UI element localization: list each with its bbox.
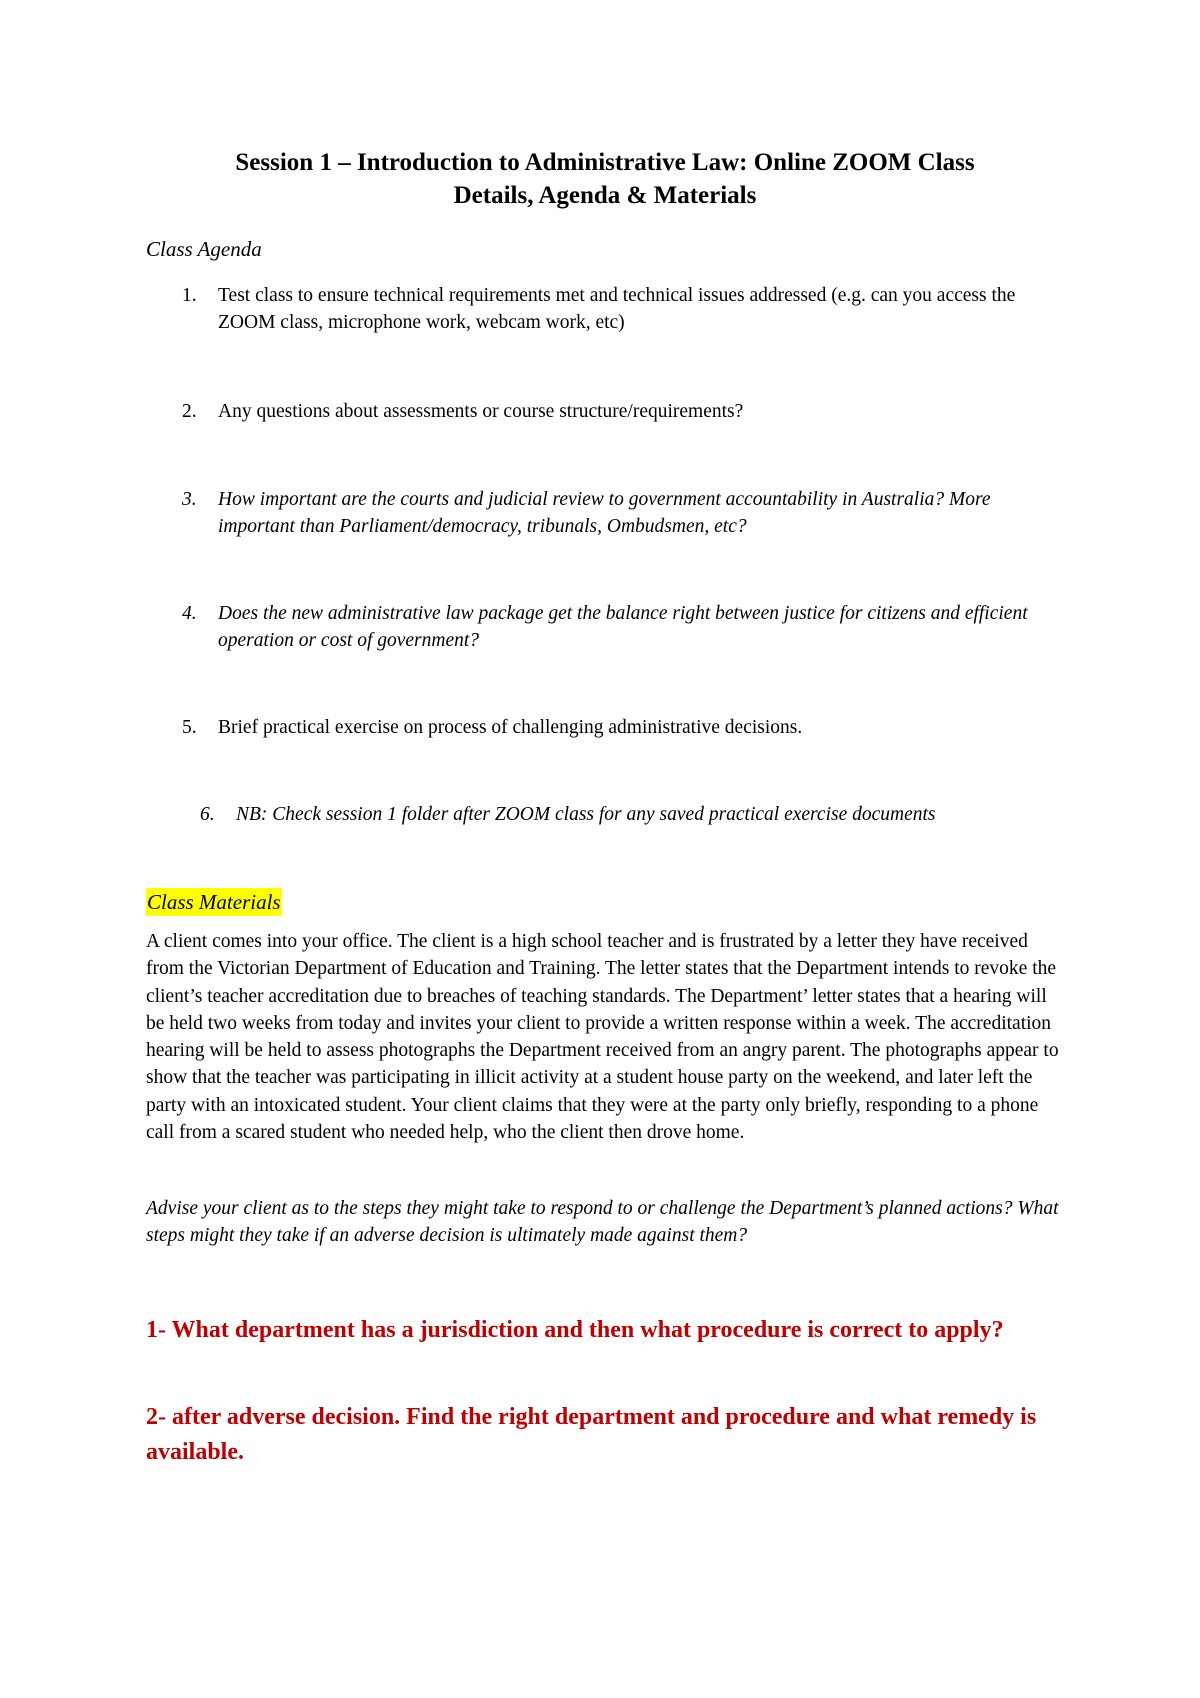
agenda-item-text: Test class to ensure technical requirements met and technical issues addressed (e.g. can you access the ZOOM class, microphone work, webcam work, etc) — [218, 285, 1016, 333]
agenda-item-4 — [182, 600, 1062, 654]
agenda-item-5 — [182, 714, 1062, 741]
agenda-item-text: How important are the courts and judicial review to government accountability in Australia? More important than Parliament/democracy, tribunals, Ombudsmen, etc? — [218, 489, 991, 537]
agenda-item-text: Any questions about assessments or course structure/requirements? — [218, 401, 744, 422]
agenda-item-text: NB: Check session 1 folder after ZOOM class for any saved practical exercise documents — [236, 804, 936, 825]
agenda-item-number: 5. — [182, 717, 197, 738]
agenda-item-6 — [200, 801, 1070, 828]
agenda-item-number: 2. — [182, 401, 197, 422]
advice-question: Advise your client as to the steps they might take to respond to or challenge the Department’s planned actions? What steps might they take if an adverse decision is ultimately made against them? — [146, 1198, 1059, 1246]
title-line-1: Session 1 – Introduction to Administrative Law: Online ZOOM Class — [235, 149, 975, 176]
agenda-item-number: 6. — [200, 804, 215, 825]
red-note-2: 2- after adverse decision. Find the right department and procedure and what remedy is available. — [146, 1404, 1037, 1465]
page-title — [120, 146, 1090, 212]
agenda-item-2 — [182, 398, 1062, 425]
agenda-item-number: 4. — [182, 603, 197, 624]
title-line-2: Details, Agenda & Materials — [453, 182, 757, 209]
materials-heading: Class Materials — [147, 890, 281, 914]
agenda-item-3 — [182, 486, 1062, 540]
scenario-paragraph: A client comes into your office. The client is a high school teacher and is frustrated by a letter they have received from the Victorian Department of Education and Training. The letter states that the Department intends to revoke the client’s teacher accreditation due to breaches of teaching standards. The Department’ letter states that a hearing will be held two weeks from today and invites your client to provide a written response within a week. The accreditation hearing will be held to assess photographs the Department received from an angry parent. The photographs appear to show that the teacher was participating in illicit activity at a student house party on the weekend, and later left the party with an intoxicated student. Your client claims that they were at the party only briefly, responding to a phone call from a scared student who needed help, who the client then drove home. — [146, 931, 1059, 1144]
agenda-item-text: Does the new administrative law package get the balance right between justice for citizens and efficient operation or cost of government? — [218, 603, 1028, 651]
agenda-item-text: Brief practical exercise on process of challenging administrative decisions. — [218, 717, 803, 738]
red-note-1: 1- What department has a jurisdiction and then what procedure is correct to apply? — [146, 1317, 1004, 1343]
agenda-item-1 — [182, 282, 1062, 336]
agenda-item-number: 3. — [182, 489, 197, 510]
agenda-item-number: 1. — [182, 285, 197, 306]
agenda-heading: Class Agenda — [146, 237, 262, 261]
